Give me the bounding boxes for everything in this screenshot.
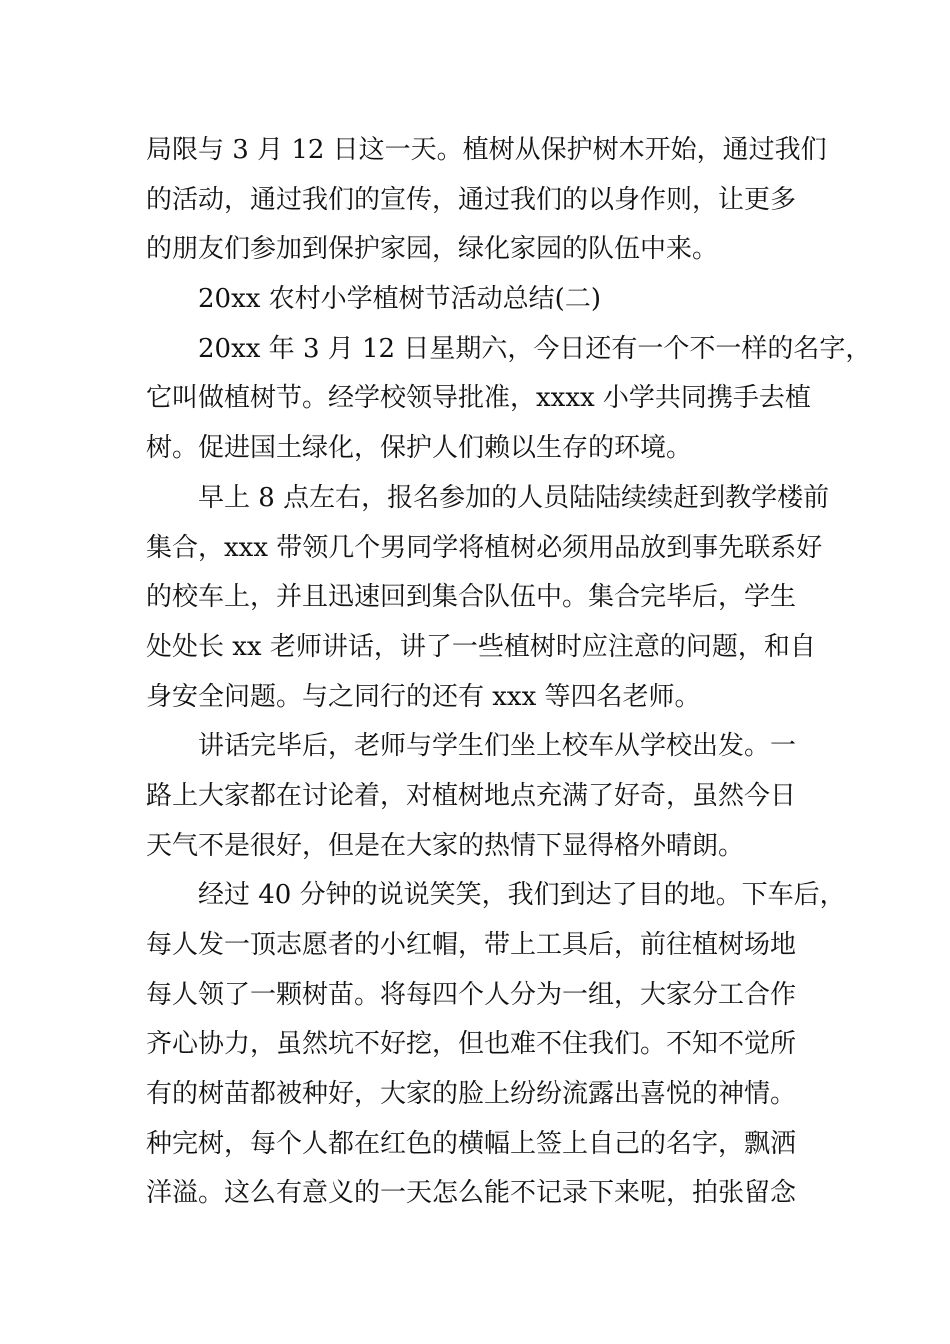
text-line: 齐心协力，虽然坑不好挖，但也难不住我们。不知不觉所 xyxy=(146,1029,797,1060)
text-line: 路上大家都在讨论着，对植树地点充满了好奇，虽然今日 xyxy=(146,780,797,811)
text-line: 洋溢。这么有意义的一天怎么能不记录下来呢，拍张留念 xyxy=(146,1178,797,1209)
text-line: 它叫做植树节。经学校领导批准，xxxx 小学共同携手去植 xyxy=(146,383,811,414)
heading-line: 20xx 农村小学植树节活动总结(二) xyxy=(198,284,601,315)
section-heading xyxy=(146,275,816,325)
text-line: 天气不是很好，但是在大家的热情下显得格外晴朗。 xyxy=(146,830,745,861)
text-line: 每人领了一颗树苗。将每四个人分为一组，大家分工合作 xyxy=(146,979,797,1010)
text-line: 的活动，通过我们的宣传，通过我们的以身作则，让更多 xyxy=(146,184,797,215)
text-line: 局限与 3 月 12 日这一天。植树从保护树木开始，通过我们 xyxy=(146,135,827,165)
paragraph-4 xyxy=(146,722,816,871)
text-line: 经过 40 分钟的说说笑笑，我们到达了目的地。下车后， xyxy=(198,880,846,911)
text-line: 集合，xxx 带领几个男同学将植树必须用品放到事先联系好 xyxy=(146,532,823,563)
paragraph-5 xyxy=(146,871,846,1219)
text-line: 种完树，每个人都在红色的横幅上签上自己的名字，飘洒 xyxy=(146,1128,797,1159)
text-line: 的朋友们参加到保护家园，绿化家园的队伍中来。 xyxy=(146,234,719,265)
text-line: 处处长 xx 老师讲话，讲了一些植树时应注意的问题，和自 xyxy=(146,631,816,662)
text-line: 每人发一顶志愿者的小红帽，带上工具后，前往植树场地 xyxy=(146,930,797,960)
paragraph-2 xyxy=(146,325,872,474)
text-line: 身安全问题。与之同行的还有 xxx 等四名老师。 xyxy=(146,681,701,712)
text-line: 20xx 年 3 月 12 日星期六，今日还有一个不一样的名字， xyxy=(198,333,872,364)
paragraph-1 xyxy=(146,126,827,275)
document-body xyxy=(146,126,872,1219)
text-line: 有的树苗都被种好，大家的脸上纷纷流露出喜悦的神情。 xyxy=(146,1079,797,1110)
text-line: 讲话完毕后，老师与学生们坐上校车从学校出发。一 xyxy=(198,731,797,762)
text-line: 早上 8 点左右，报名参加的人员陆陆续续赶到教学楼前 xyxy=(198,482,830,513)
paragraph-3 xyxy=(146,474,830,722)
text-line: 的校车上，并且迅速回到集合队伍中。集合完毕后，学生 xyxy=(146,582,797,613)
text-line: 树。促进国土绿化，保护人们赖以生存的环境。 xyxy=(146,433,693,464)
